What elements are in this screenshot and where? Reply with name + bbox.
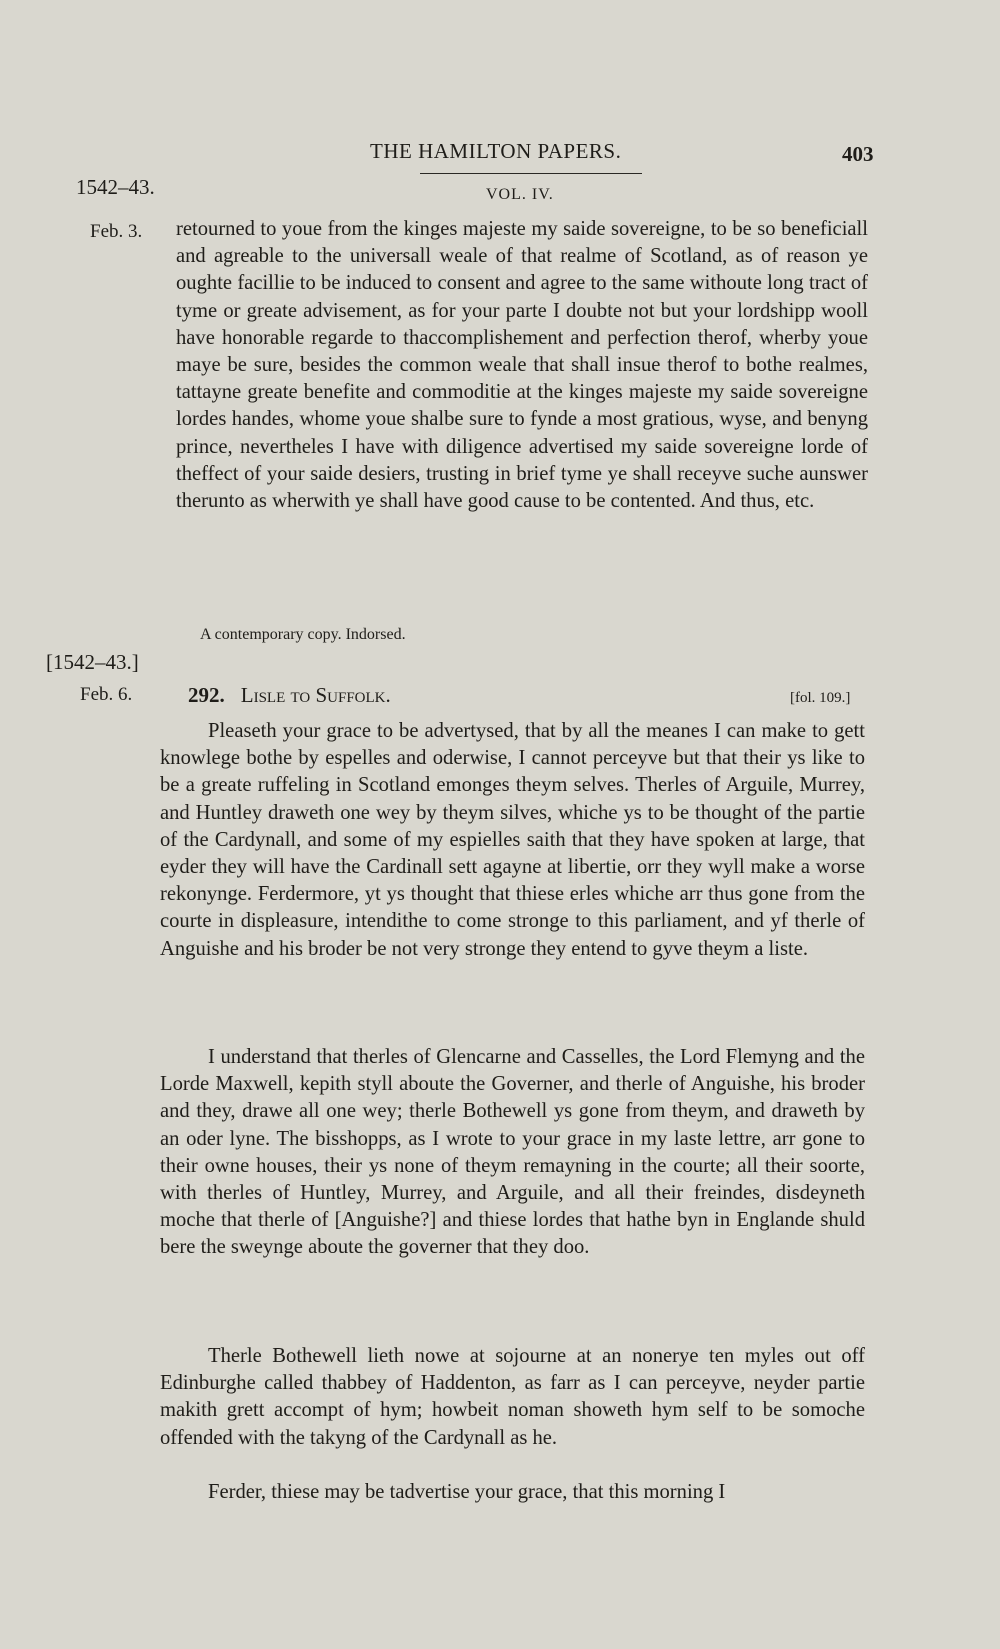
letter-paragraph: Pleaseth your grace to be advertysed, that by all the meanes I can make to gett knowlege bothe by espelles and oderwise, I cannot perceyve but that their ys like to be a greate ruffeling in Scotland emonges theym selves. Therles of Arguile, Murrey, and Huntley draweth one wey by theym silves, whiche ys to be thought of the partie of the Cardynall, and some of my espielles saith that they have spoken at large, that eyder they will have the Cardinall sett agayne at libertie, orr they wyll make a worse rekonynge. Ferdermore, yt ys thought that thiese erles whiche arr thus gone from the courte in displeasure, intendithe to come stronge to this parliament, and yf therle of Anguishe and his broder be not very stronge they entend to gyve theym a liste. xyxy=(160,720,865,960)
letter-number: 292. xyxy=(188,683,225,707)
letter-1-body: retourned to youe from the kinges majeste my saide sovereigne, to be so beneficiall and agreable to the universall weale of that realme of Scotland, as of reason ye oughte facillie to be induced to consent and agree to the same withoute long tract of tyme or greate advisement, as for your parte I doubte not but your lordshipp wooll have honorable regarde to thaccomplishement and perfection therof, wherby youe maye be sure, besides the common weale that shall insue therof to bothe realmes, tattayne greate benefite and commoditie at the kinges majeste my saide sovereigne lordes handes, whome youe shalbe sure to fynde a most gratious, wyse, and benyng prince, nevertheles I have with diligence advertised my saide sovereigne lorde of theffect of your saide desiers, trusting in brief tyme ye shall receyve suche aunswer therunto as wherwith ye shall have good cause to be contented. And thus, etc. xyxy=(176,218,868,513)
volume-label: VOL. IV. xyxy=(486,186,554,203)
folio-reference: [fol. 109.] xyxy=(790,690,851,706)
header-rule xyxy=(420,173,642,174)
margin-year: [1542–43.] xyxy=(46,650,139,674)
letter-paragraph: Therle Bothewell lieth nowe at sojourne at an nonerye ten myles out off Edinburghe called thabbey of Haddenton, as farr as I can perceyve, neyder partie makith grett accompt of hym; howbeit noman showeth hym self to be somoche offended with the takyng of the Cardynall as he. xyxy=(160,1345,865,1449)
running-title: THE HAMILTON PAPERS. xyxy=(370,139,622,163)
letter-paragraph: I understand that therles of Glencarne and Casselles, the Lord Flemyng and the Lorde Maxwell, kepith styll aboute the Governer, and therle of Anguishe, his broder and they, drawe all one wey; therle Bothewell ys gone from theym, and draweth by an oder lyne. The bisshopps, as I wrote to your grace in my laste lettre, arr gone to their owne houses, their ys none of theym remayning in the courte; all their soorte, with therles of Huntley, Murrey, and Arguile, and all their freindes, disdeyneth moche that therle of [Anguishe?] and thiese lordes that hathe byn in Englande shuld bere the sweynge aboute the governer that they doo. xyxy=(160,1046,865,1259)
margin-date: Feb. 3. xyxy=(90,221,143,242)
source-note: A contemporary copy. Indorsed. xyxy=(200,626,406,643)
letter-heading xyxy=(188,683,391,708)
page-number: 403 xyxy=(842,142,874,166)
letter-paragraph: Ferder, thiese may be tadvertise your grace, that this morning I xyxy=(208,1481,726,1503)
margin-year: 1542–43. xyxy=(76,175,155,199)
letter-title: Lisle to Suffolk. xyxy=(240,683,391,707)
margin-date: Feb. 6. xyxy=(80,684,133,705)
